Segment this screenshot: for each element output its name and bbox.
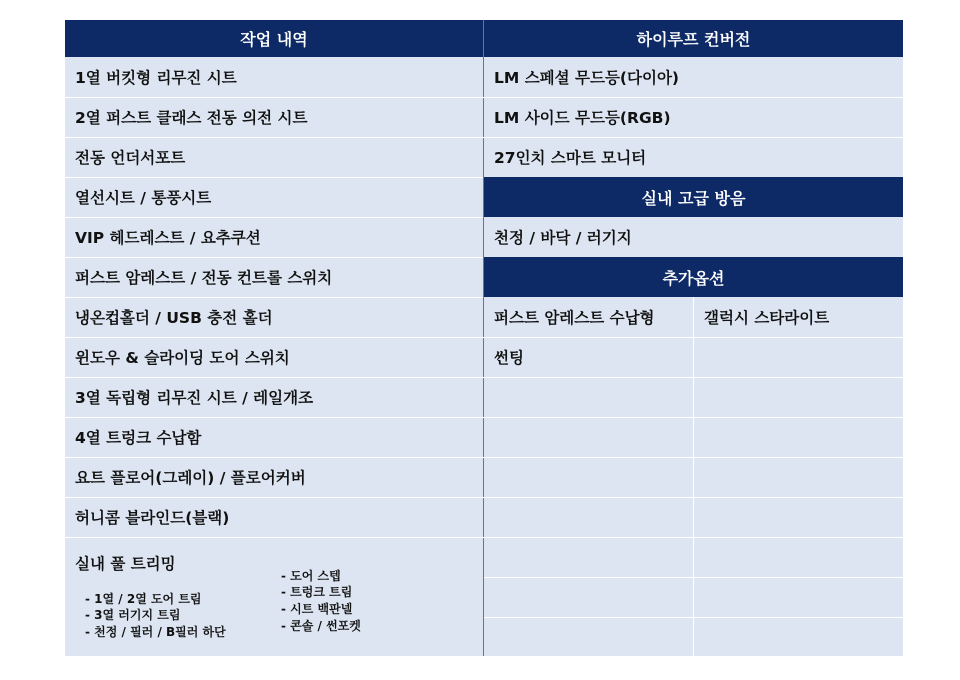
trim-sub-item: - 3열 러기지 트림 (85, 608, 181, 622)
work-row: 2열 퍼스트 클래스 전동 의전 시트 (65, 97, 483, 137)
work-row: 3열 독립형 리무진 시트 / 레일개조 (65, 377, 483, 417)
option-cell (694, 377, 903, 656)
trim-sub-item: - 천정 / 필러 / B필러 하단 (85, 625, 226, 639)
option-cell: 퍼스트 암레스트 수납형 (484, 297, 693, 337)
full-trimming-title: 실내 풀 트리밍 (75, 555, 176, 573)
trim-sub-item: - 도어 스텝 (281, 569, 341, 583)
soundproof-row: 천정 / 바닥 / 러기지 (484, 217, 903, 257)
trim-sub-item: - 트렁크 트림 (281, 585, 353, 599)
option-cell (694, 337, 903, 377)
work-row: 요트 플로어(그레이) / 플로어커버 (65, 457, 483, 497)
work-row: 전동 언더서포트 (65, 137, 483, 177)
highroof-row: LM 사이드 무드등(RGB) (484, 97, 903, 137)
highroof-row: LM 스페셜 무드등(다이아) (484, 57, 903, 97)
option-cell: 썬팅 (484, 337, 693, 377)
trim-sub-item: - 1열 / 2열 도어 트림 (85, 592, 202, 606)
work-row: 퍼스트 암레스트 / 전동 컨트롤 스위치 (65, 257, 483, 297)
trim-sub-item: - 시트 백판넬 (281, 602, 353, 616)
work-row: 열선시트 / 통풍시트 (65, 177, 483, 217)
work-row: 윈도우 & 슬라이딩 도어 스위치 (65, 337, 483, 377)
highroof-header: 하이루프 컨버전 (484, 20, 903, 57)
work-row: 1열 버킷형 리무진 시트 (65, 57, 483, 97)
work-row: 4열 트렁크 수납함 (65, 417, 483, 457)
work-row: 허니콤 블라인드(블랙) (65, 497, 483, 537)
trim-sub-item: - 콘솔 / 썬포켓 (281, 619, 361, 633)
highroof-row: 27인치 스마트 모니터 (484, 137, 903, 177)
option-cell: 갤럭시 스타라이트 (694, 297, 903, 337)
work-table (65, 20, 903, 656)
work-row: 냉온컵홀더 / USB 충전 홀더 (65, 297, 483, 337)
work-history-header: 작업 내역 (65, 20, 483, 57)
soundproof-header: 실내 고급 방음 (484, 177, 903, 217)
option-cell (484, 377, 693, 656)
work-row: VIP 헤드레스트 / 요추쿠션 (65, 217, 483, 257)
options-header: 추가옵션 (484, 257, 903, 297)
